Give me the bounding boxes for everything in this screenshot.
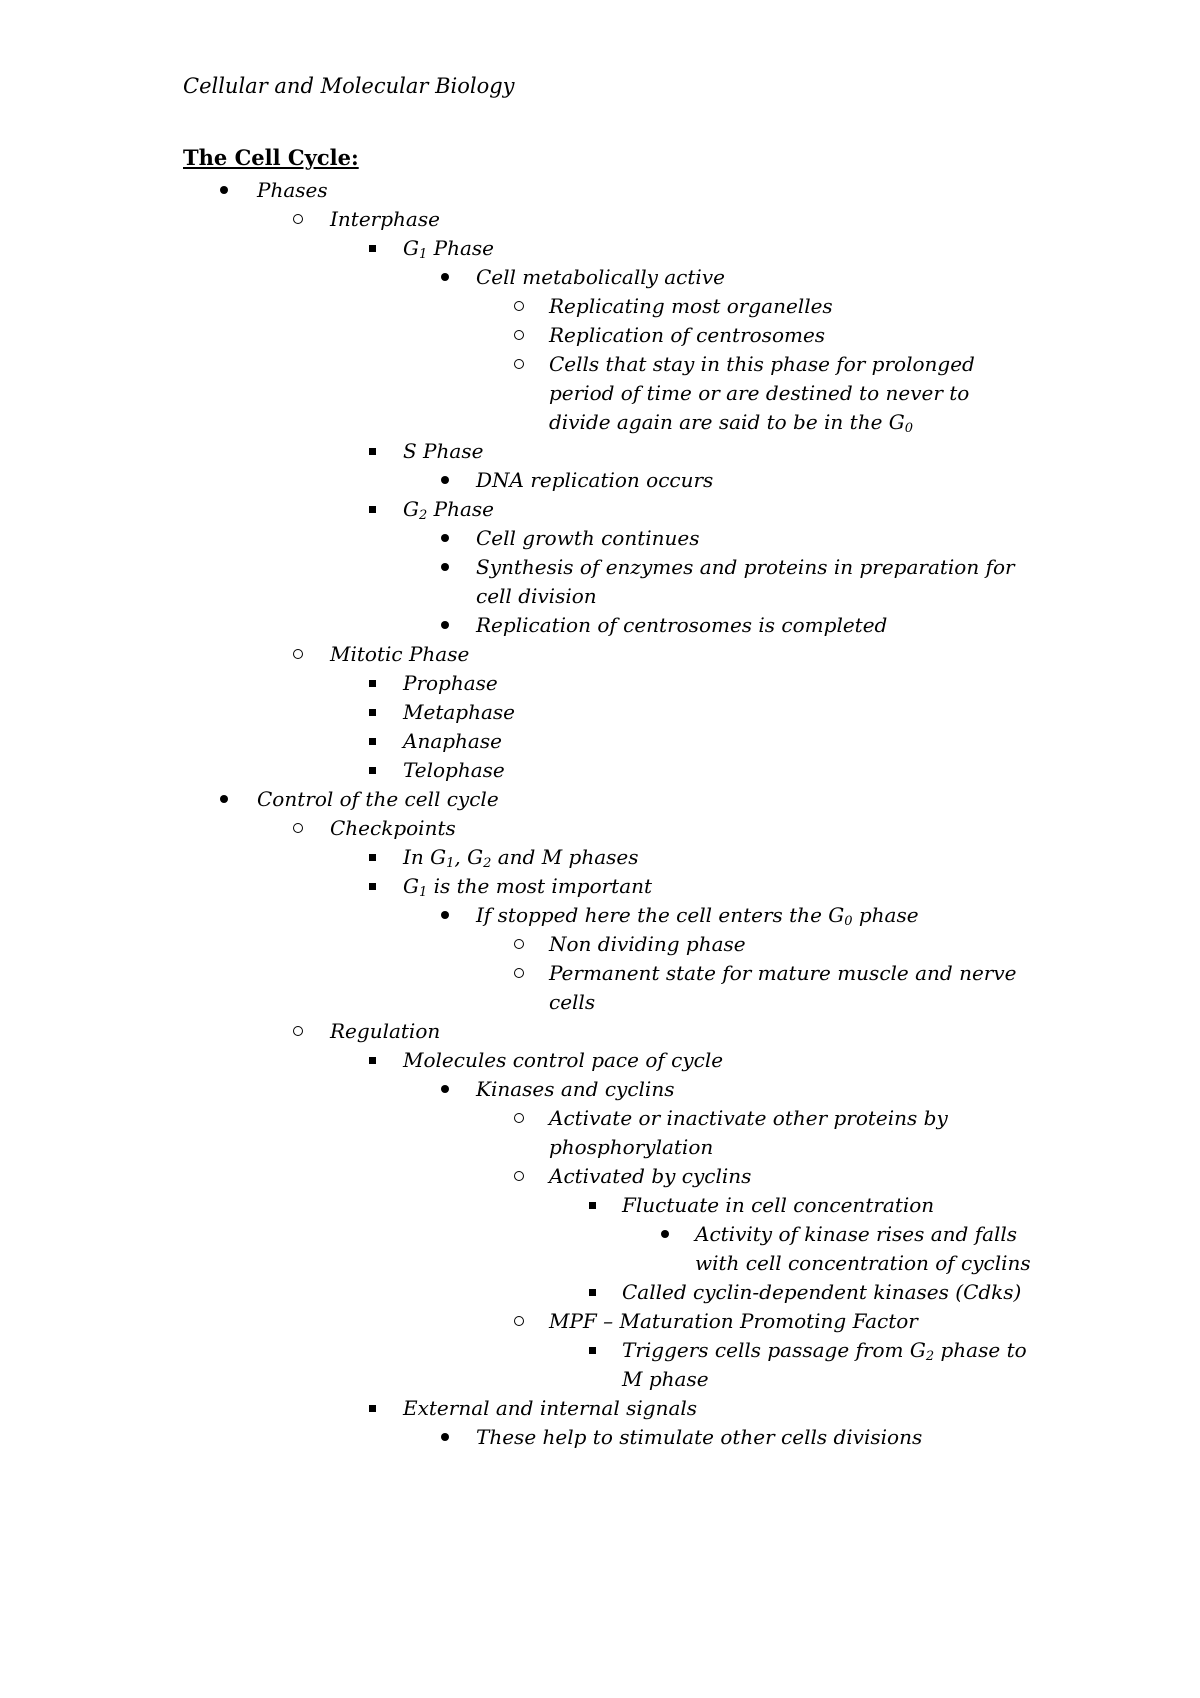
bullet-square-icon [362,1046,382,1075]
bullet-disc-icon [655,1220,675,1249]
list-item-text: External and internal signals [403,1396,698,1420]
list-item [0,1423,1200,1452]
list-item [0,524,1200,553]
bullet-square-icon [362,698,382,727]
list-item [0,292,1200,321]
list-item [0,843,1200,872]
bullet-circle-icon [288,205,308,234]
list-item [0,814,1200,843]
list-item-text: Synthesis of enzymes and proteins in preparation for cell division [476,555,1015,608]
list-item-text: Prophase [403,671,498,695]
list-item-text: Permanent state for mature muscle and nerve cells [549,961,1017,1014]
bullet-circle-icon [509,292,529,321]
section-title: The Cell Cycle: [183,145,359,170]
list-item [0,1191,1200,1220]
list-item-text: MPF – Maturation Promoting Factor [549,1309,918,1333]
list-item-text: $G_1$ Phase [403,236,494,262]
bullet-square-icon [362,669,382,698]
bullet-circle-icon [509,321,529,350]
bullet-circle-icon [509,1307,529,1336]
bullet-square-icon [362,234,382,263]
bullet-disc-icon [435,611,455,640]
bullet-square-icon [362,727,382,756]
list-item [0,437,1200,466]
bullet-disc-icon [435,901,455,930]
bullet-disc-icon [435,553,455,582]
list-item-text: If stopped here the cell enters the $G_0$ phase [476,903,919,929]
list-item [0,1104,1200,1162]
list-item-text: Kinases and cyclins [476,1077,675,1101]
list-item [0,901,1200,930]
bullet-circle-icon [288,1017,308,1046]
bullet-square-icon [362,495,382,524]
list-item [0,756,1200,785]
list-item-text: Activated by cyclins [549,1164,752,1188]
list-item [0,1394,1200,1423]
list-item [0,495,1200,524]
bullet-circle-icon [288,814,308,843]
bullet-circle-icon [509,930,529,959]
list-item-text: $G_2$ Phase [403,497,494,523]
list-item [0,640,1200,669]
list-item-text: S Phase [403,439,484,463]
bullet-disc-icon [435,466,455,495]
list-item-text: Phases [257,178,328,202]
outline-list [0,176,1200,1452]
list-item [0,205,1200,234]
list-item [0,1017,1200,1046]
list-item-text: Triggers cells passage from $G_2$ phase to M phase [622,1338,1027,1391]
list-item-text: Telophase [403,758,505,782]
list-item-text: Molecules control pace of cycle [403,1048,724,1072]
bullet-square-icon [582,1336,602,1365]
list-item [0,234,1200,263]
list-item-text: Cell growth continues [476,526,700,550]
list-item-text: In $G_1$, $G_2$ and M phases [403,845,639,871]
document-header: Cellular and Molecular Biology [183,74,515,98]
list-item [0,1278,1200,1307]
list-item [0,959,1200,1017]
list-item-text: Activate or inactivate other proteins by phosphorylation [549,1106,948,1159]
list-item-text: Replication of centrosomes [549,323,826,347]
list-item [0,727,1200,756]
list-item-text: Replication of centrosomes is completed [476,613,888,637]
bullet-disc-icon [435,263,455,292]
bullet-square-icon [362,1394,382,1423]
bullet-circle-icon [509,1162,529,1191]
list-item [0,1307,1200,1336]
list-item-text: Checkpoints [330,816,456,840]
bullet-square-icon [362,843,382,872]
bullet-circle-icon [509,959,529,988]
list-item [0,350,1200,437]
list-item-text: Fluctuate in cell concentration [622,1193,935,1217]
bullet-square-icon [582,1191,602,1220]
list-item [0,1046,1200,1075]
bullet-circle-icon [509,350,529,379]
list-item [0,872,1200,901]
list-item [0,785,1200,814]
list-item [0,1162,1200,1191]
list-item-text: Cells that stay in this phase for prolonged period of time or are destined to never to divide again are said to be in the $G_0$ [549,352,975,436]
bullet-square-icon [582,1278,602,1307]
list-item-text: Mitotic Phase [330,642,470,666]
bullet-disc-icon [214,785,234,814]
bullet-disc-icon [214,176,234,205]
list-item [0,1336,1200,1394]
list-item [0,1220,1200,1278]
list-item [0,669,1200,698]
list-item [0,698,1200,727]
list-item-text: Anaphase [403,729,502,753]
list-item-text: Called cyclin-dependent kinases (Cdks) [622,1280,1022,1304]
bullet-square-icon [362,437,382,466]
bullet-circle-icon [288,640,308,669]
list-item-text: $G_1$ is the most important [403,874,653,900]
list-item [0,466,1200,495]
list-item-text: Regulation [330,1019,441,1043]
list-item [0,930,1200,959]
list-item-text: Cell metabolically active [476,265,725,289]
list-item-text: Replicating most organelles [549,294,833,318]
bullet-circle-icon [509,1104,529,1133]
bullet-disc-icon [435,524,455,553]
bullet-square-icon [362,756,382,785]
list-item-text: Activity of kinase rises and falls with cell concentration of cyclins [695,1222,1031,1275]
list-item [0,553,1200,611]
list-item [0,321,1200,350]
list-item [0,263,1200,292]
list-item-text: These help to stimulate other cells divisions [476,1425,923,1449]
list-item-text: Non dividing phase [549,932,746,956]
list-item-text: DNA replication occurs [476,468,714,492]
list-item-text: Metaphase [403,700,515,724]
bullet-square-icon [362,872,382,901]
list-item [0,611,1200,640]
list-item [0,1075,1200,1104]
list-item-text: Control of the cell cycle [257,787,499,811]
bullet-disc-icon [435,1075,455,1104]
bullet-disc-icon [435,1423,455,1452]
list-item-text: Interphase [330,207,440,231]
list-item [0,176,1200,205]
